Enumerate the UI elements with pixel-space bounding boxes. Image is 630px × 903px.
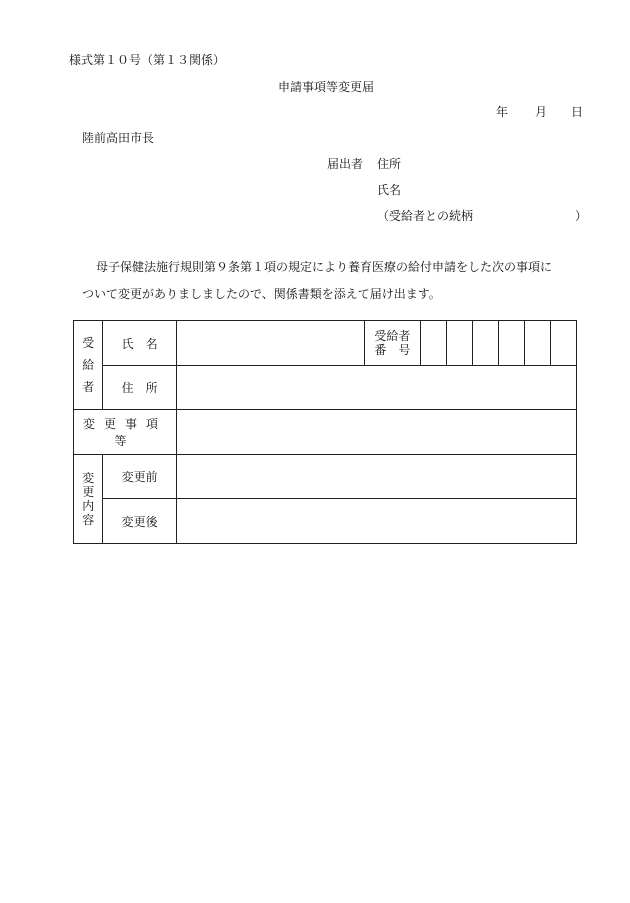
change-items-label: 変更事項等 — [74, 410, 177, 455]
recipient-number-digit-3[interactable] — [472, 321, 498, 366]
change-content-char-4: 容 — [82, 513, 95, 527]
recipient-number-label — [364, 321, 420, 366]
before-change-field[interactable] — [176, 455, 576, 499]
date-month-label: 月 — [535, 105, 548, 119]
change-content-header-cell — [74, 455, 103, 544]
form-number: 様式第１０号（第１３関係） — [69, 53, 226, 67]
after-change-field[interactable] — [176, 499, 576, 544]
recipient-number-label-line2: 番 号 — [374, 343, 411, 357]
body-line-2: ついて変更がありましましたので、関係書類を添えて届け出ます。 — [82, 287, 441, 301]
body-line-1: 母子保健法施行規則第９条第１項の規定により養育医療の給付申請をした次の事項に — [96, 260, 553, 274]
recipient-address-label: 住 所 — [103, 366, 177, 410]
recipient-name-label: 氏 名 — [103, 321, 177, 366]
document-title: 申請事項等変更届 — [278, 80, 375, 94]
date-year-label: 年 — [496, 105, 509, 119]
recipient-header-cell — [74, 321, 103, 410]
change-content-char-1: 変 — [82, 471, 95, 485]
date-day-label: 日 — [571, 105, 584, 119]
addressee: 陸前高田市長 — [82, 131, 155, 145]
recipient-name-field[interactable] — [176, 321, 364, 366]
recipient-char-2: 給 — [82, 358, 95, 372]
relation-close: ） — [575, 209, 588, 223]
recipient-char-1: 受 — [82, 336, 95, 350]
relation-label: （受給者との続柄 — [377, 209, 474, 223]
recipient-number-digit-6[interactable] — [550, 321, 576, 366]
recipient-number-digit-4[interactable] — [498, 321, 524, 366]
change-items-field[interactable] — [176, 410, 576, 455]
recipient-number-digit-5[interactable] — [524, 321, 550, 366]
change-content-char-2: 更 — [82, 485, 95, 499]
applicant-label: 届出者 — [327, 157, 364, 171]
recipient-char-3: 者 — [82, 380, 95, 394]
recipient-number-digit-1[interactable] — [420, 321, 446, 366]
applicant-name-label: 氏名 — [377, 183, 402, 197]
change-form-table — [73, 320, 577, 544]
after-change-label: 変更後 — [103, 499, 177, 544]
change-content-char-3: 内 — [82, 499, 95, 513]
recipient-number-digit-2[interactable] — [446, 321, 472, 366]
recipient-address-field[interactable] — [176, 366, 576, 410]
before-change-label: 変更前 — [103, 455, 177, 499]
applicant-address-label: 住所 — [377, 157, 402, 171]
recipient-number-label-line1: 受給者 — [374, 329, 411, 343]
